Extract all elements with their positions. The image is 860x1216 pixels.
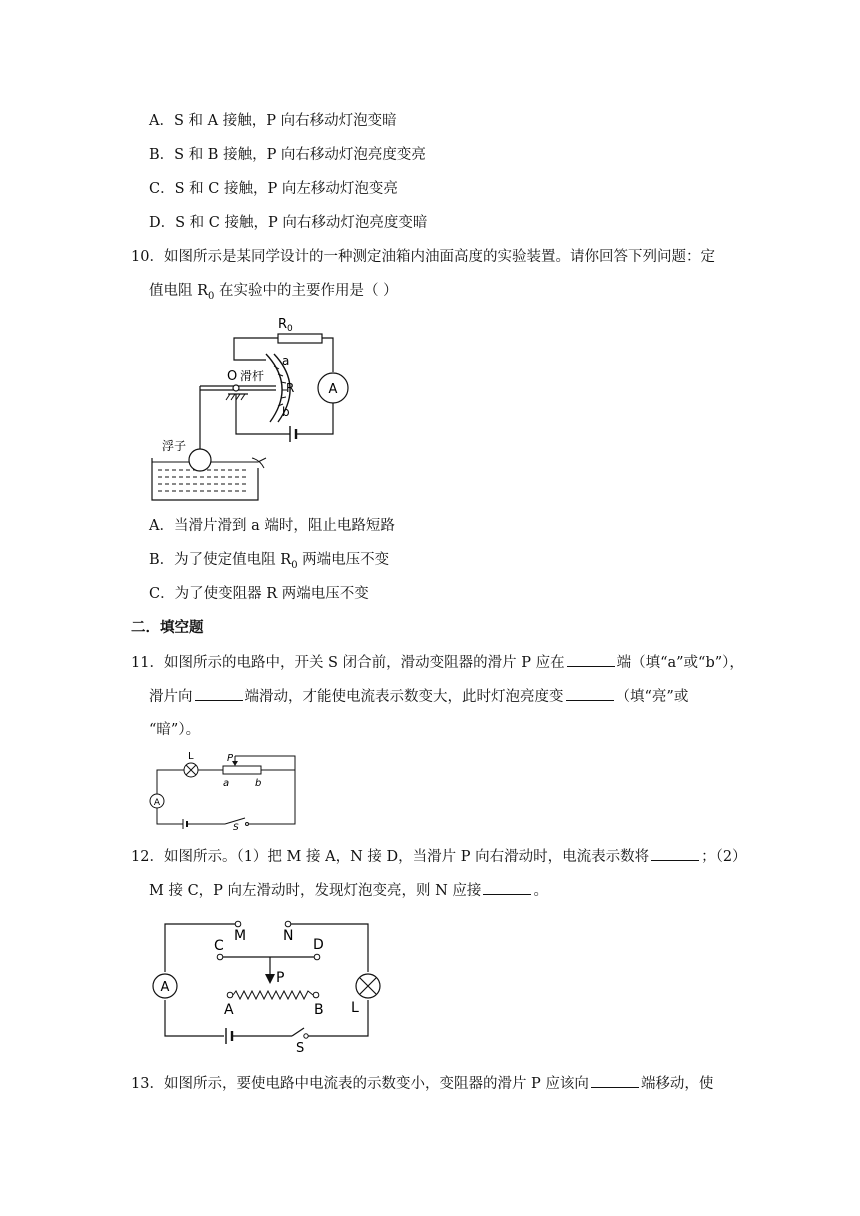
- q12-circuit-figure: [150, 910, 382, 1054]
- svg-text:R: R: [286, 381, 295, 395]
- q9-option-b: B．S 和 B 接触，P 向右移动灯泡亮度变亮: [149, 147, 426, 163]
- q11-circuit-figure: [145, 748, 305, 830]
- q9-option-a: A．S 和 A 接触，P 向右移动灯泡变暗: [149, 113, 397, 129]
- r0-label: $R_0$: [278, 317, 293, 334]
- q11-stem-line2: 滑片向 端滑动，才能使电流表示数变大，此时灯泡亮度变 （填“亮”或: [149, 686, 688, 707]
- answer-blank[interactable]: [591, 1073, 639, 1088]
- svg-text:D: D: [313, 937, 324, 953]
- q11-stem-line1: 11．如图所示的电路中，开关 S 闭合前，滑动变阻器的滑片 P 应在 端（填“a”或“b”），: [131, 652, 744, 673]
- svg-text:b: b: [255, 778, 262, 789]
- q10-option-c: C．为了使变阻器 R 两端电压不变: [149, 586, 369, 602]
- q12-stem-line1: 12．如图所示。（1）把 M 接 A，N 接 D，当滑片 P 向右滑动时，电流表示数将 ；（2）: [131, 846, 747, 867]
- svg-text:L: L: [351, 1000, 359, 1016]
- svg-text:C: C: [214, 938, 224, 954]
- svg-text:a: a: [282, 354, 290, 368]
- svg-text:A: A: [160, 980, 170, 995]
- rheostat: [223, 766, 261, 774]
- answer-blank[interactable]: [566, 686, 614, 701]
- q13-stem-line1: 13．如图所示，要使电路中电流表的示数变小，变阻器的滑片 P 应该向 端移动，使: [131, 1073, 713, 1094]
- float-icon: [189, 449, 211, 471]
- svg-text:A: A: [153, 798, 161, 808]
- q10-stem-line1: 10．如图所示是某同学设计的一种测定油箱内油面高度的实验装置。请你回答下列问题：定: [131, 249, 715, 265]
- q10-stem-line2: 值电阻 $R_0$ 在实验中的主要作用是（ ）: [149, 283, 398, 302]
- svg-text:A: A: [224, 1002, 234, 1018]
- section-title-fill-blank: 二．填空题: [131, 620, 204, 636]
- svg-text:P: P: [276, 970, 285, 986]
- answer-blank[interactable]: [483, 880, 531, 895]
- svg-text:a: a: [223, 778, 230, 789]
- svg-text:L: L: [188, 751, 194, 762]
- svg-text:P: P: [227, 753, 234, 764]
- svg-text:S: S: [233, 823, 239, 830]
- q12-stem-line2: M 接 C，P 向左滑动时，发现灯泡变亮，则 N 应接 。: [149, 880, 548, 901]
- q10-option-a: A．当滑片滑到 a 端时，阻止电路短路: [149, 518, 395, 534]
- svg-text:S: S: [296, 1041, 305, 1054]
- r0-resistor: [278, 334, 322, 343]
- q9-option-d: D．S 和 C 接触，P 向右移动灯泡亮度变暗: [149, 215, 428, 231]
- svg-text:b: b: [282, 405, 290, 419]
- svg-text:N: N: [283, 928, 294, 944]
- svg-text:B: B: [314, 1002, 324, 1018]
- answer-blank[interactable]: [195, 686, 243, 701]
- svg-text:滑杆: 滑杆: [240, 369, 265, 383]
- answer-blank[interactable]: [651, 846, 699, 861]
- svg-text:浮子: 浮子: [162, 439, 187, 453]
- answer-blank[interactable]: [567, 652, 615, 667]
- resistance-wire: [233, 991, 313, 999]
- q11-stem-line3: “暗”）。: [149, 722, 201, 738]
- q10-oil-tank-figure: [148, 310, 368, 506]
- q9-option-c: C．S 和 C 接触，P 向左移动灯泡变亮: [149, 181, 398, 197]
- q10-option-b: B．为了使定值电阻 $R_0$ 两端电压不变: [149, 552, 390, 571]
- svg-text:O: O: [227, 369, 238, 384]
- svg-text:A: A: [328, 382, 338, 397]
- svg-text:M: M: [234, 928, 247, 944]
